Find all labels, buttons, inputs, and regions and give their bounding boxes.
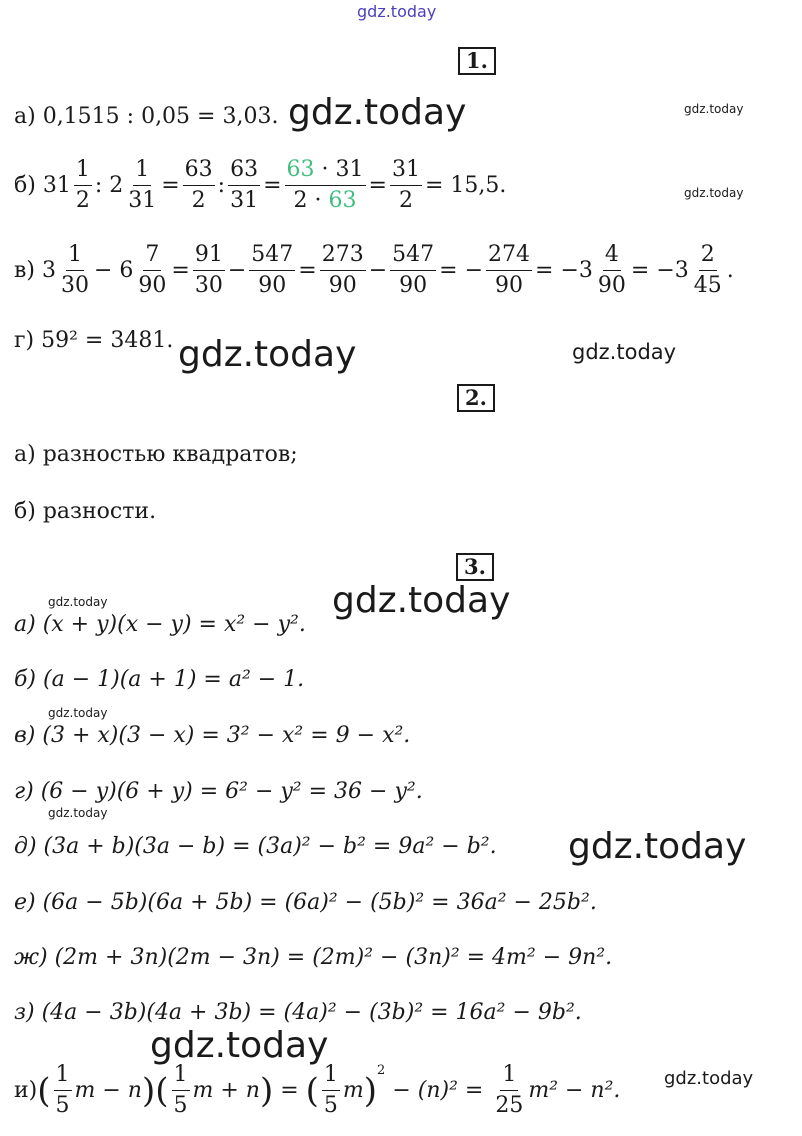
fraction: $\frac{547}{90}$ bbox=[392, 242, 435, 298]
fraction: $\frac{1}{5}$ bbox=[173, 1062, 188, 1118]
task-1-b-label: б) 31 bbox=[14, 172, 71, 198]
fraction: $\frac{63 \cdot 31}{2 \cdot 63}$ bbox=[286, 157, 364, 213]
watermark-small-6: gdz.today bbox=[664, 1068, 754, 1089]
fraction: $\frac{1}{30}$ bbox=[60, 242, 89, 298]
watermark-small-3: gdz.today bbox=[48, 595, 108, 609]
fraction: $\frac{63}{2}$ bbox=[184, 157, 213, 213]
task-1-b: б) 31 $\frac{1}{2}$ : 2 $\frac{1}{31}$ = $\frac{63}{2}$ : $\frac{63}{31}$ = $\frac{63 \cdot 31}{2 \cdot 63}$ = $\frac{31}{2}$ = 15,5. bbox=[14, 155, 506, 216]
task-3-d: д) (3a + b)(3a − b) = (3a)² − b² = 9a² − b². bbox=[14, 834, 497, 859]
task-3-a: а) (x + y)(x − y) = x² − y². bbox=[14, 612, 306, 637]
task-3-i: и) ( $\frac{1}{5}$ m − n )( $\frac{1}{5}$ m + n ) = ( $\frac{1}{5}$ m ) $^2$ − (n)² = $\frac{1}{25}$ m² − n². bbox=[14, 1060, 620, 1121]
task-1-a: а) 0,1515 : 0,05 = 3,03. bbox=[14, 104, 279, 129]
fraction: $\frac{1}{5}$ bbox=[55, 1062, 70, 1118]
task-3-number: 3. bbox=[456, 553, 494, 581]
fraction: $\frac{274}{90}$ bbox=[488, 242, 531, 298]
watermark-top: gdz.today bbox=[357, 2, 437, 21]
watermark-small-5: gdz.today bbox=[48, 806, 108, 820]
fraction: $\frac{63}{31}$ bbox=[230, 157, 259, 213]
task-3-zh: ж) (2m + 3n)(2m − 3n) = (2m)² − (3n)² = 4m² − 9n². bbox=[14, 945, 613, 970]
fraction: $\frac{1}{2}$ bbox=[75, 157, 90, 213]
task-1-v: в) 3 $\frac{1}{30}$ − 6 $\frac{7}{90}$ = $\frac{91}{30}$ − $\frac{547}{90}$ = $\frac{273}{90}$ − $\frac{547}{90}$ = − $\frac{274}{90}$ = −3 $\frac{4}{90}$ = −3 $\frac{2}{45}$ . bbox=[14, 240, 734, 301]
fraction: $\frac{547}{90}$ bbox=[251, 242, 294, 298]
task-2-a: а) разностью квадратов; bbox=[14, 442, 298, 467]
fraction: $\frac{1}{31}$ bbox=[128, 157, 157, 213]
watermark-big-3: gdz.today bbox=[332, 580, 511, 621]
fraction: $\frac{91}{30}$ bbox=[194, 242, 223, 298]
watermark-small-2: gdz.today bbox=[684, 186, 744, 200]
task-3-v: в) (3 + x)(3 − x) = 3² − x² = 9 − x². bbox=[14, 723, 411, 748]
fraction: $\frac{7}{90}$ bbox=[138, 242, 167, 298]
watermark-small-1: gdz.today bbox=[684, 102, 744, 116]
task-1-g: г) 59² = 3481. bbox=[14, 328, 174, 353]
fraction: $\frac{31}{2}$ bbox=[391, 157, 420, 213]
fraction: $\frac{2}{45}$ bbox=[693, 242, 722, 298]
watermark-small-4: gdz.today bbox=[48, 706, 108, 720]
watermark-big-2: gdz.today bbox=[178, 334, 357, 375]
task-3-z: з) (4a − 3b)(4a + 3b) = (4a)² − (3b)² = 16a² − 9b². bbox=[14, 1000, 582, 1025]
watermark-big-1: gdz.today bbox=[288, 92, 467, 133]
task-3-g: г) (6 − y)(6 + y) = 6² − y² = 36 − y². bbox=[14, 779, 423, 804]
fraction: $\frac{1}{25}$ bbox=[495, 1062, 524, 1118]
fraction: $\frac{273}{90}$ bbox=[321, 242, 364, 298]
watermark-med-1: gdz.today bbox=[572, 340, 677, 364]
task-3-i-label: и) bbox=[14, 1077, 38, 1103]
watermark-big-4: gdz.today bbox=[568, 826, 747, 867]
fraction: $\frac{4}{90}$ bbox=[597, 242, 626, 298]
fraction: $\frac{1}{5}$ bbox=[323, 1062, 338, 1118]
task-3-b: б) (a − 1)(a + 1) = a² − 1. bbox=[14, 667, 305, 692]
task-2-b: б) разности. bbox=[14, 499, 157, 524]
watermark-big-5: gdz.today bbox=[150, 1025, 329, 1066]
task-3-e: е) (6a − 5b)(6a + 5b) = (6a)² − (5b)² = 36a² − 25b². bbox=[14, 890, 597, 915]
task-2-number: 2. bbox=[457, 384, 495, 412]
task-1-number: 1. bbox=[458, 47, 496, 75]
